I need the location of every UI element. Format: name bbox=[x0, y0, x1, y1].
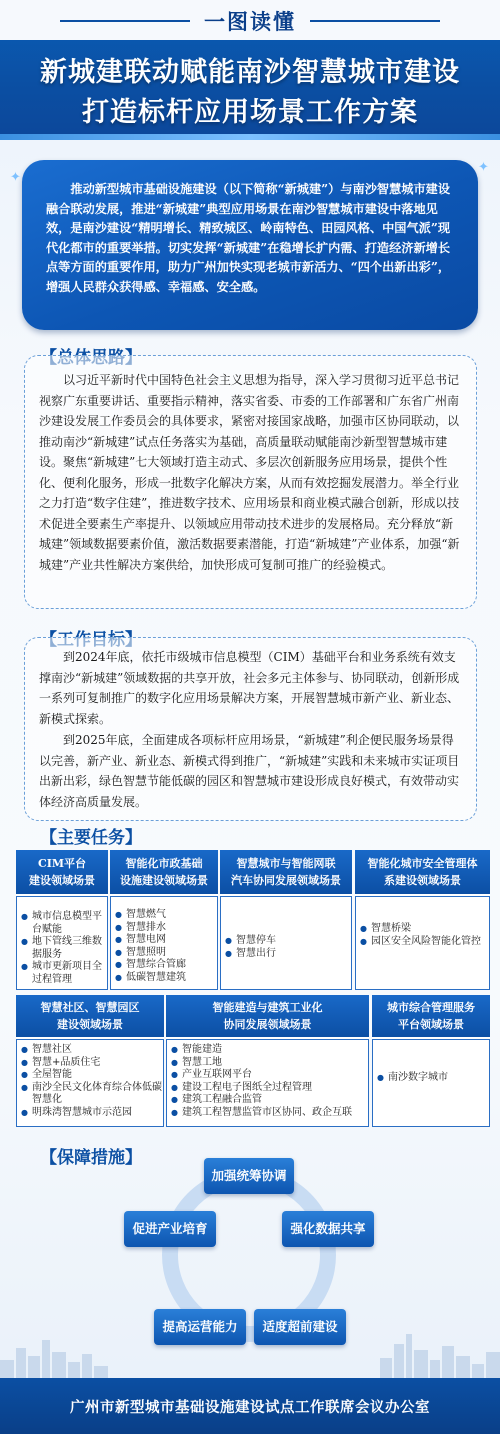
section-title-measures: 【保障措施】 bbox=[40, 1148, 142, 1168]
list-item: ● 南沙全民文化体育综合体低碳智慧化 bbox=[21, 1082, 163, 1107]
section-title-tasks: 【主要任务】 bbox=[40, 828, 142, 848]
list-item: ● 智慧停车 bbox=[225, 935, 351, 948]
list-item: ● 园区安全风险智能化管控 bbox=[360, 936, 489, 949]
list-item: ● 城市更新项目全过程管理 bbox=[21, 961, 107, 986]
list-item: ● 产业互联网平台 bbox=[171, 1069, 368, 1082]
list-item: ● 地下管线三维数据服务 bbox=[21, 936, 107, 961]
task-card-vehicle bbox=[220, 850, 352, 990]
page-title-line1: 新城建联动赋能南沙智慧城市建设 bbox=[40, 57, 460, 88]
task-card-construction bbox=[166, 995, 369, 1127]
task-head: 智慧社区、智慧园区 建设领域场景 bbox=[16, 995, 164, 1037]
task-head: 智能建造与建筑工业化 协同发展领域场景 bbox=[166, 995, 369, 1037]
task-body bbox=[16, 896, 108, 990]
skyline-illustration bbox=[0, 1330, 500, 1380]
task-body bbox=[110, 896, 218, 990]
measure-item: 强化数据共享 bbox=[282, 1211, 374, 1247]
task-head: 城市综合管理服务 平台领域场景 bbox=[372, 995, 490, 1037]
list-item: ● 智慧+品质住宅 bbox=[21, 1057, 163, 1070]
task-head: CIM平台 建设领域场景 bbox=[16, 850, 108, 894]
list-item: ● 智能建造 bbox=[171, 1044, 368, 1057]
list-item: ● 全屋智能 bbox=[21, 1069, 163, 1082]
list-item: ● 智慧综合管廊 bbox=[115, 959, 217, 972]
list-item: ● 智慧排水 bbox=[115, 922, 217, 935]
list-item: ● 智慧电网 bbox=[115, 934, 217, 947]
goals-box bbox=[24, 637, 477, 821]
list-item: ● 智慧燃气 bbox=[115, 909, 217, 922]
sparkle-icon: ✦ bbox=[478, 160, 489, 175]
task-body bbox=[16, 1039, 164, 1127]
overall-text: 以习近平新时代中国特色社会主义思想为指导，深入学习贯彻习近平总书记视察广东重要讲话、重要指示精神，落实省委、市委的工作部署和广东省广州南沙建设发展工作委员会的具体要求，紧密对接国家战略，加强市区协同联动，以推动南沙“新城建”试点任务落实为基础，高质量联动赋能南沙新型智慧城市建设。聚焦“新城建”七大领域打造主动式、多层次创新服务应用场景，提供个性化、便利化服务，形成一批数字化解决方案，从而有效挖掘发展潜力。举全行业之力打造“数字住建”，推进数字技术、应用场景和商业模式融合创新，形成以技术促进全要素生产率提升、以领域应用带动技术进步的发展格局。充分释放“新城建”领域数据要素价值，激活数据要素潜能，打造“新城建”产业体系，加强“新城建”产业共性解决方案供给，加快形成可复制可推广的经验模式。 bbox=[39, 373, 460, 572]
list-item: ● 智慧工地 bbox=[171, 1057, 368, 1070]
measure-item: 提高运营能力 bbox=[154, 1309, 246, 1345]
header-tag: 一图读懂 bbox=[204, 9, 296, 34]
task-body bbox=[372, 1039, 490, 1127]
task-body bbox=[355, 896, 490, 990]
page-title-line2: 打造标杆应用场景工作方案 bbox=[82, 97, 418, 128]
list-item: ● 智慧出行 bbox=[225, 948, 351, 961]
task-body bbox=[220, 896, 352, 990]
tag-bar bbox=[0, 0, 500, 40]
sparkle-icon: ✦ bbox=[10, 170, 21, 185]
goals-para-1: 到2024年底，依托市级城市信息模型（CIM）基础平台和业务系统有效支撑南沙“新城建”领域数据的共享开放，社会多元主体参与、协同联动，创新形成一系列可复制推广的数字化应用场景解决方案，开展智慧城市新产业、新业态、新模式探索。 bbox=[39, 650, 460, 726]
measure-item: 适度超前建设 bbox=[254, 1309, 346, 1345]
list-item: ● 明珠湾智慧城市示范园 bbox=[21, 1107, 163, 1120]
list-item: ● 智慧照明 bbox=[115, 947, 217, 960]
task-body bbox=[166, 1039, 369, 1127]
task-card-cim bbox=[16, 850, 108, 990]
measure-item: 加强统筹协调 bbox=[204, 1158, 294, 1194]
goals-para-2: 到2025年底，全面建成各项标杆应用场景，“新城建”利企便民服务场景得以完善，新产业、新业态、新模式得到推广，“新城建”实践和未来城市实证项目出新出彩，绿色智慧节能低碳的园区和智慧城市建设形成良好模式，有效带动实体经济高质量发展。 bbox=[39, 733, 460, 809]
header-stripe bbox=[0, 134, 500, 140]
overall-box bbox=[24, 355, 477, 609]
list-item: ● 建设工程电子图纸全过程管理 bbox=[171, 1082, 368, 1095]
intro-box bbox=[22, 160, 478, 330]
list-item: ● 智慧桥梁 bbox=[360, 923, 489, 936]
footer bbox=[0, 1378, 500, 1434]
header-banner bbox=[0, 0, 500, 140]
task-card-city-management bbox=[372, 995, 490, 1127]
list-item: ● 南沙数字城市 bbox=[377, 1072, 489, 1085]
task-head: 智能化市政基础 设施建设领域场景 bbox=[110, 850, 218, 894]
list-item: ● 城市信息模型平台赋能 bbox=[21, 911, 107, 936]
task-head: 智慧城市与智能网联 汽车协同发展领域场景 bbox=[220, 850, 352, 894]
task-card-municipal bbox=[110, 850, 218, 990]
task-head: 智能化城市安全管理体 系建设领域场景 bbox=[355, 850, 490, 894]
footer-org: 广州市新型城市基础设施建设试点工作联席会议办公室 bbox=[70, 1400, 430, 1416]
list-item: ● 智慧社区 bbox=[21, 1044, 163, 1057]
task-card-community bbox=[16, 995, 164, 1127]
intro-text: 推动新型城市基础设施建设（以下简称“新城建”）与南沙智慧城市建设融合联动发展，推进“新城建”典型应用场景在南沙智慧城市建设中落地见效，是南沙建设“精明增长、精致城区、岭南特色、田园风格、中国气派”现代化都市的重要举措。切实发挥“新城建”在稳增长扩内需、打造经济新增长点等方面的重要作用，助力广州加快实现老城市新活力、“四个出新出彩”，增强人民群众获得感、幸福感、安全感。 bbox=[46, 182, 451, 294]
list-item: ● 建筑工程智慧监管市区协同、政企互联 bbox=[171, 1107, 368, 1120]
list-item: ● 低碳智慧建筑 bbox=[115, 972, 217, 985]
measure-item: 促进产业培育 bbox=[124, 1211, 216, 1247]
list-item: ● 建筑工程融合监管 bbox=[171, 1094, 368, 1107]
task-card-safety bbox=[355, 850, 490, 990]
